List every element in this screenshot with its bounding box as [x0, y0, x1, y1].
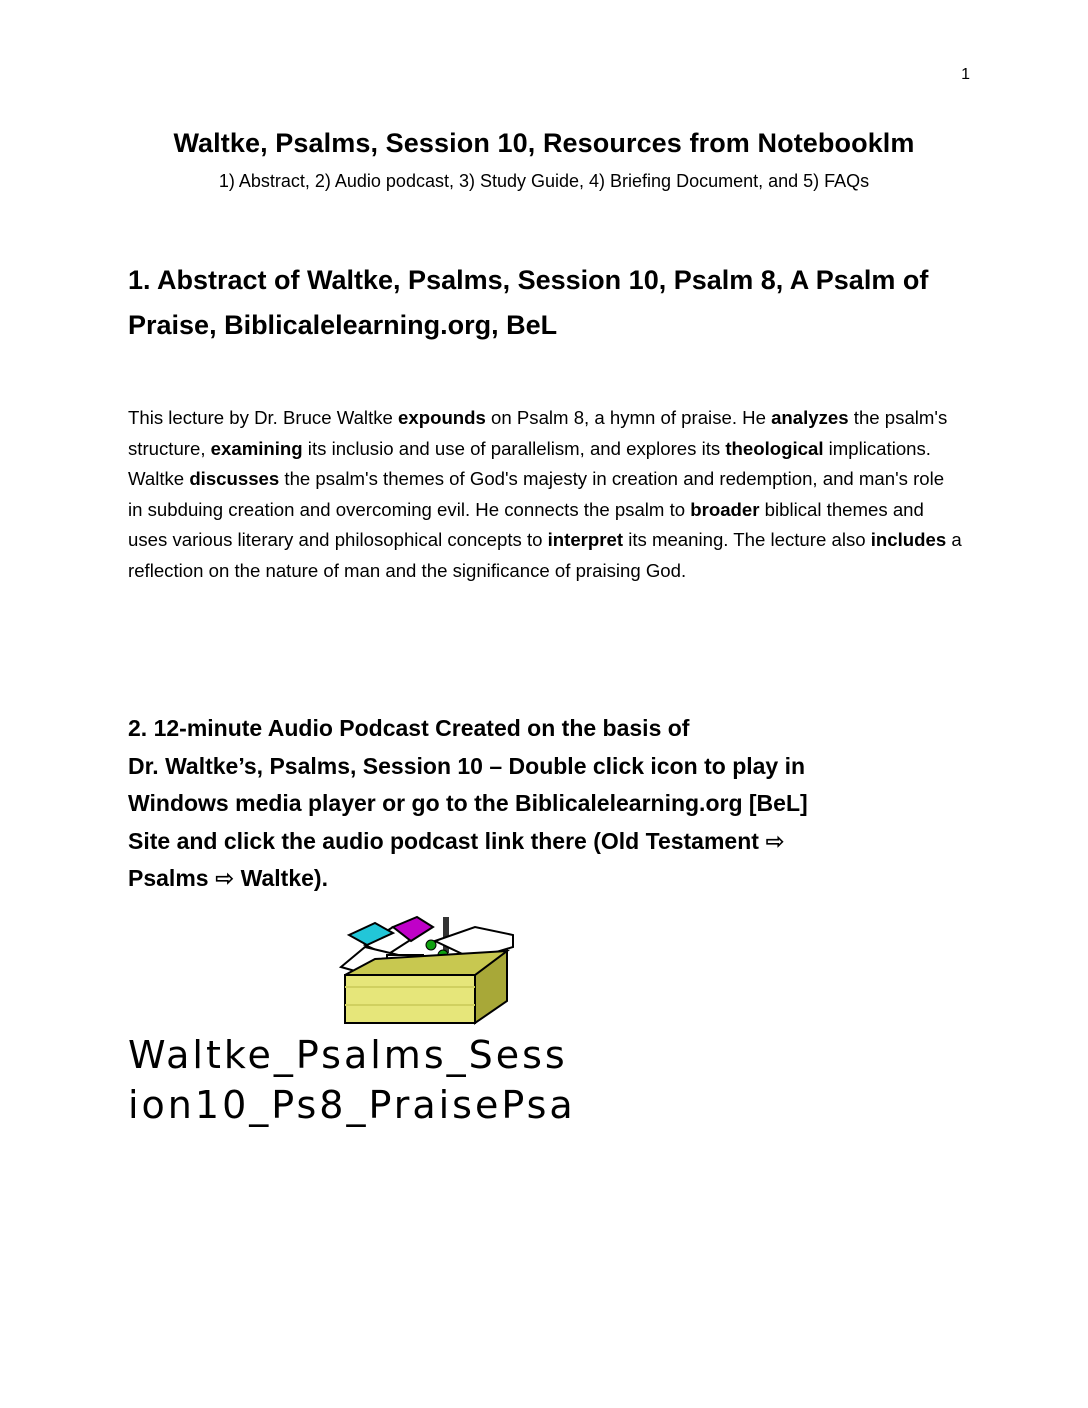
abstract-emphasis: includes: [870, 529, 947, 551]
abstract-heading-line2: Praise, Biblicalelearning.org, BeL: [128, 310, 558, 340]
abstract-emphasis: theological: [725, 437, 824, 459]
abstract-text: This lecture by Dr. Bruce Waltke: [128, 407, 399, 428]
abstract-text: its inclusio and use of parallelism, and explores its: [302, 437, 726, 459]
abstract-emphasis: analyzes: [771, 407, 849, 428]
abstract-text: the psalm's themes of God's majesty in creation and redemption, and man's role in subduing creation and overcoming evil. He connects the psalm to: [128, 468, 945, 520]
podcast-heading-line5-psalms: Psalms: [128, 865, 215, 892]
abstract-text: biblical themes and uses various literary and philosophical concepts to: [128, 498, 924, 551]
podcast-heading-line2: Dr. Waltke’s, Psalms, Session 10 – Double click icon to play in: [128, 752, 806, 779]
abstract-emphasis: discusses: [189, 468, 280, 490]
abstract-text: implications. Waltke: [128, 437, 931, 490]
abstract-paragraph: [128, 403, 963, 587]
podcast-heading-line3: Windows media player or go to the Biblicalelearning.org [BeL]: [128, 790, 808, 817]
audio-file-name-line1: Waltke_Psalms_Sess: [128, 1033, 568, 1077]
podcast-heading-line1: 2. 12-minute Audio Podcast Created on the basis of: [128, 715, 690, 741]
podcast-heading: [128, 710, 918, 898]
audio-file-name-line2: ion10_Ps8_PraisePsa: [128, 1083, 576, 1127]
abstract-emphasis: examining: [210, 437, 303, 459]
podcast-heading-line4-text: Site and click the audio podcast link there (Old Testament: [128, 827, 766, 854]
abstract-emphasis: expounds: [398, 407, 486, 428]
right-arrow-icon: ⇨: [765, 827, 785, 854]
document-title: Waltke, Psalms, Session 10, Resources from Notebooklm: [173, 128, 915, 158]
abstract-heading-line1: 1. Abstract of Waltke, Psalms, Session 10, Psalm 8, A Psalm of: [128, 265, 929, 295]
abstract-text: on Psalm 8, a hymn of praise. He: [485, 407, 772, 428]
podcast-heading-line5-waltke: Waltke).: [234, 865, 328, 892]
abstract-text: a reflection on the nature of man and the significance of praising God.: [128, 529, 962, 581]
abstract-text: the psalm's structure,: [128, 407, 948, 459]
podcast-heading-line4: [128, 823, 918, 861]
document-subtitle: 1) Abstract, 2) Audio podcast, 3) Study Guide, 4) Briefing Document, and 5) FAQs: [218, 171, 870, 191]
page-number: 1: [961, 66, 970, 83]
abstract-emphasis: broader: [690, 498, 760, 520]
abstract-text: its meaning. The lecture also: [623, 529, 871, 551]
right-arrow-icon: ⇨: [214, 865, 235, 892]
podcast-heading-line5: [128, 860, 918, 898]
abstract-heading: [128, 258, 978, 348]
audio-file-name[interactable]: [128, 1030, 828, 1130]
abstract-emphasis: interpret: [547, 529, 624, 551]
package-icon[interactable]: [335, 915, 520, 1025]
